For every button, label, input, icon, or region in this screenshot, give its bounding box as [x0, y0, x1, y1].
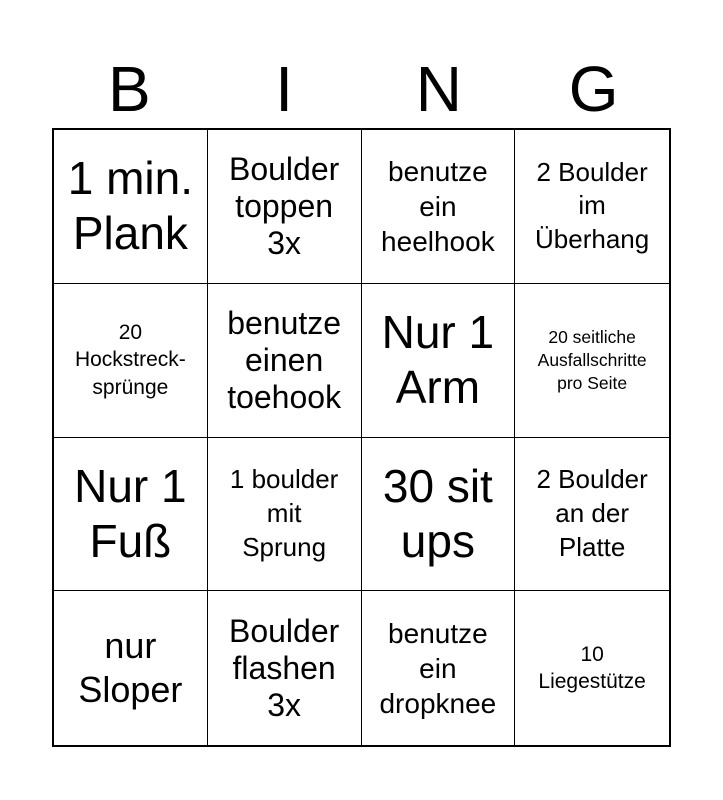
bingo-cell[interactable]: 20 seitliche Ausfallschritte pro Seite: [515, 284, 669, 438]
bingo-grid: [52, 128, 671, 747]
bingo-cell[interactable]: benutze einen toehook: [208, 284, 362, 438]
bingo-cell[interactable]: 1 min. Plank: [54, 130, 208, 284]
header-letter-b: B: [108, 53, 151, 125]
bingo-cell[interactable]: Nur 1 Fuß: [54, 438, 208, 592]
bingo-cell[interactable]: 10 Liegestütze: [538, 642, 646, 694]
bingo-cell[interactable]: Boulder toppen 3x: [208, 130, 362, 284]
bingo-cell[interactable]: 1 boulder mit Sprung: [208, 438, 362, 592]
bingo-cell[interactable]: 30 sit ups: [362, 438, 516, 592]
bingo-cell[interactable]: benutze ein dropknee: [362, 591, 516, 745]
header-letter-i: I: [275, 53, 294, 125]
header-letter-n: N: [415, 53, 462, 125]
bingo-cell[interactable]: benutze ein heelhook: [362, 130, 516, 284]
bingo-cell[interactable]: 2 Boulder im Überhang: [515, 130, 669, 284]
bingo-cell[interactable]: 2 Boulder an der Platte: [515, 438, 669, 592]
bingo-cell[interactable]: 20 Hockstreck- sprünge: [54, 284, 208, 438]
bingo-cell[interactable]: nur Sloper: [54, 591, 208, 745]
bingo-header: [52, 50, 671, 128]
bingo-cell[interactable]: Nur 1 Arm: [362, 284, 516, 438]
header-letter-g: G: [568, 53, 619, 125]
bingo-cell[interactable]: Boulder flashen 3x: [208, 591, 362, 745]
